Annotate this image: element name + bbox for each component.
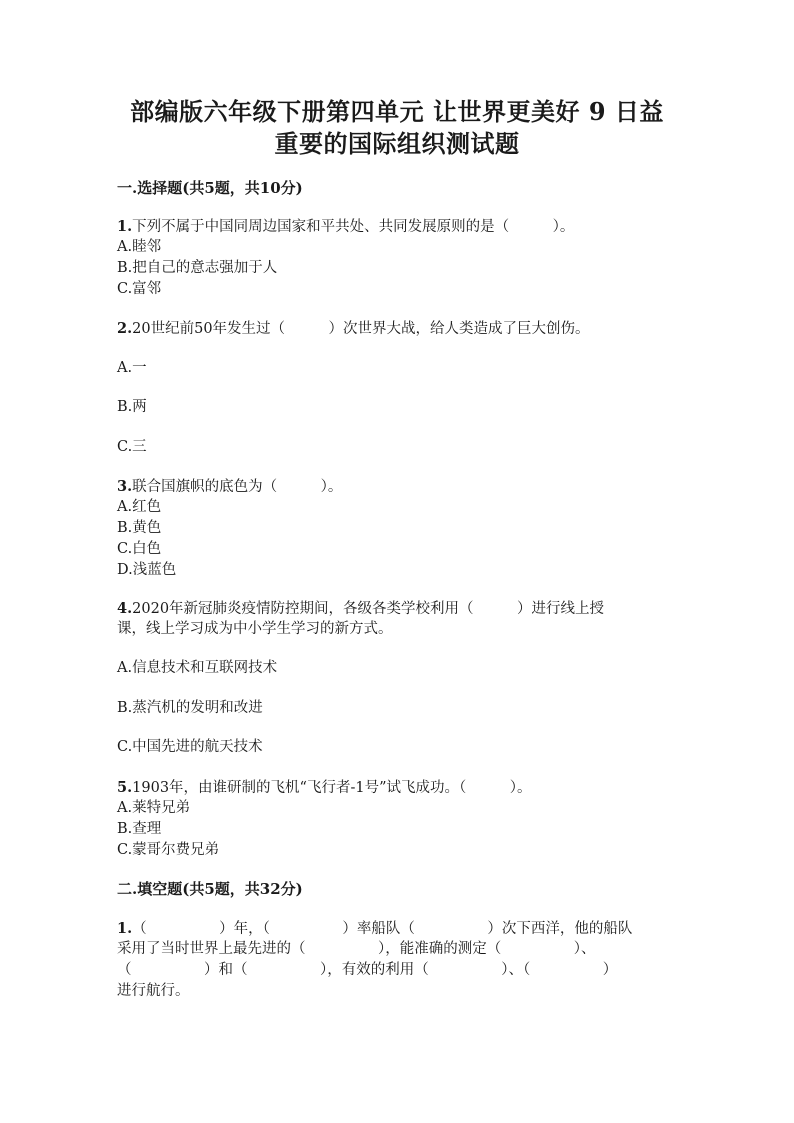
question-4-continued: 课，线上学习成为中小学生学习的新方式。	[117, 621, 393, 637]
option-3d: D.浅蓝色	[117, 562, 177, 578]
section-heading-fill: 二.填空题(共5题，共32分)	[117, 880, 303, 898]
section-heading-choice: 一.选择题(共5题，共10分)	[117, 179, 303, 197]
question-number: 4.	[117, 600, 133, 617]
option-1a: A.睦邻	[117, 239, 162, 255]
option-1c: C.富邻	[117, 281, 162, 297]
question-number: 5.	[117, 779, 133, 796]
page-title-line1: 部编版六年级下册第四单元 让世界更美好 9 日益	[130, 97, 664, 126]
question-4	[117, 598, 604, 620]
fill-text-line4: 进行航行。	[117, 983, 190, 999]
option-5b: B.查理	[117, 821, 162, 837]
question-number: 1.	[117, 920, 133, 937]
option-3b: B.黄色	[117, 520, 162, 536]
page-title-line2: 重要的国际组织测试题	[274, 129, 520, 158]
option-5c: C.蒙哥尔费兄弟	[117, 842, 220, 858]
question-text: 1903年，由谁研制的飞机“飞行者-1号”试飞成功。（ ）。	[132, 780, 532, 796]
question-3	[117, 476, 342, 498]
fill-text-line1: （ ）年，（ ）率船队（ ）次下西洋，他的船队	[132, 921, 633, 937]
fill-question-1	[117, 918, 632, 940]
option-1b: B.把自己的意志强加于人	[117, 260, 278, 276]
question-text: 20世纪前50年发生过（ ）次世界大战，给人类造成了巨大创伤。	[132, 321, 590, 337]
option-3a: A.红色	[117, 499, 162, 515]
option-4a: A.信息技术和互联网技术	[117, 660, 278, 676]
option-4b: B.蒸汽机的发明和改进	[117, 700, 263, 716]
option-3c: C.白色	[117, 541, 162, 557]
question-text: 联合国旗帜的底色为（ ）。	[132, 479, 343, 495]
option-5a: A.莱特兄弟	[117, 800, 191, 816]
question-number: 2.	[117, 320, 133, 337]
option-2a: A.一	[117, 360, 147, 376]
question-2	[117, 318, 590, 340]
question-text: 下列不属于中国同周边国家和平共处、共同发展原则的是（ ）。	[132, 219, 575, 235]
fill-text-line2: 采用了当时世界上最先进的（ ），能准确的测定（ ）、	[117, 941, 596, 957]
question-5	[117, 777, 532, 799]
question-number: 1.	[117, 218, 133, 235]
question-1	[117, 216, 574, 238]
question-text: 2020年新冠肺炎疫情防控期间，各级各类学校利用（ ）进行线上授	[132, 601, 605, 617]
fill-text-line3: （ ）和（ ），有效的利用（ ）、（ ）	[117, 962, 618, 978]
option-4c: C.中国先进的航天技术	[117, 739, 263, 755]
option-2c: C.三	[117, 439, 147, 455]
option-2b: B.两	[117, 399, 147, 415]
question-number: 3.	[117, 478, 133, 495]
